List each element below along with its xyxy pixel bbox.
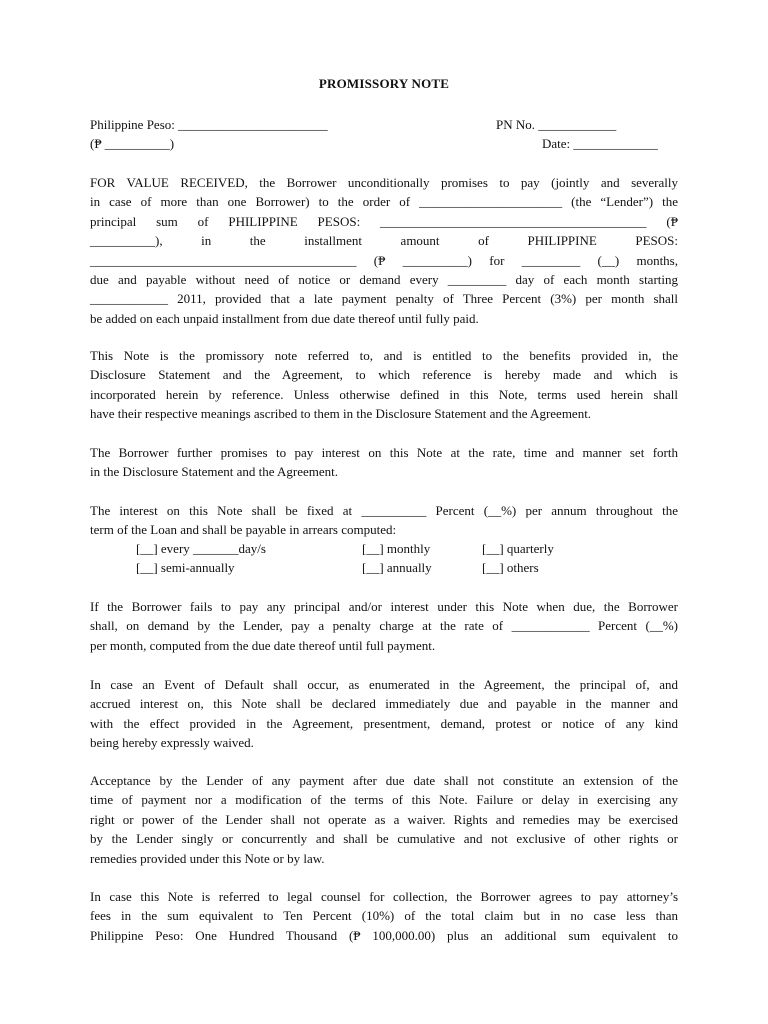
text-line: FOR VALUE RECEIVED, the Borrower unconditionally promises to pay (jointly and severally [90,175,678,190]
option-monthly[interactable]: [__] monthly [362,541,431,556]
text-line: right or power of the Lender shall not operate as a waiver. Rights and remedies may be exercised [90,811,678,827]
header-row-1 [90,116,678,134]
paragraph-penalty [90,597,678,655]
option-annually[interactable]: [__] annually [362,560,432,575]
text-line: ____________ 2011, provided that a late payment penalty of Three Percent (3%) per month shall [90,291,678,307]
options-row-2 [136,558,656,577]
text-line: in the Disclosure Statement and the Agreement. [90,464,339,480]
text-line: __________), in the installment amount of PHILIPPINE PESOS: [90,233,678,249]
paragraph-default [90,675,678,753]
text-line: remedies provided under this Note or by law. [90,850,325,866]
text-line: per month, computed from the due date thereof until full payment. [90,637,436,653]
text-line: If the Borrower fails to pay any principal and/or interest under this Note when due, the Borrower [90,599,678,614]
text-line: The Borrower further promises to pay interest on this Note at the rate, time and manner set forth [90,445,678,460]
options-row-1 [136,539,656,558]
paragraph-interest-promise [90,443,678,482]
paragraph-disclosure [90,346,678,424]
text-line: be added on each unpaid installment from due date thereof until fully paid. [90,310,479,326]
peso-amount-field: Philippine Peso: _______________________ [90,117,328,132]
text-line: Acceptance by the Lender of any payment after due date shall not constitute an extension of the [90,773,678,788]
text-line: _________________________________________ (₱ __________) for _________ (__) months, [90,252,678,268]
text-line: time of payment nor a modification of the terms of this Note. Failure or delay in exercising any [90,792,678,808]
option-others[interactable]: [__] others [482,560,539,575]
option-quarterly[interactable]: [__] quarterly [482,541,554,556]
paragraph-value-received [90,173,678,328]
option-semi-annually[interactable]: [__] semi-annually [136,560,235,575]
text-line: principal sum of PHILIPPINE PESOS: _________________________________________ (₱ [90,213,678,229]
text-line: Philippine Peso: One Hundred Thousand (₱ 100,000.00) plus an additional sum equivalent to [90,927,678,943]
text-line: due and payable without need of notice or demand every _________ day of each month starting [90,272,678,288]
paragraph-interest-rate [90,501,678,540]
text-line: In case an Event of Default shall occur, as enumerated in the Agreement, the principal of, and [90,677,678,692]
text-line: have their respective meanings ascribed to them in the Disclosure Statement and the Agreement. [90,406,592,422]
text-line: Disclosure Statement and the Agreement, to which reference is hereby made and which is [90,367,678,383]
document-page [90,0,678,1024]
paragraph-acceptance [90,771,678,868]
text-line: fees in the sum equivalent to Ten Percent (10%) of the total claim but in no case less than [90,908,678,924]
peso-symbol-field: (₱ __________) [90,136,175,151]
text-line: incorporated herein by reference. Unless otherwise defined in this Note, terms used herein shall [90,386,678,402]
pn-number-field: PN No. ____________ [496,117,617,132]
text-line: In case this Note is referred to legal counsel for collection, the Borrower agrees to pay attorney’s [90,889,678,904]
header-row-2 [90,135,678,153]
document-title: PROMISSORY NOTE [318,76,450,91]
option-every[interactable]: [__] every _______day/s [136,541,266,556]
text-line: in case of more than one Borrower) to the order of ______________________ (the “Lender”) the [90,194,678,210]
text-line: term of the Loan and shall be payable in arrears computed: [90,522,397,538]
date-field: Date: _____________ [542,136,658,151]
text-line: by the Lender singly or concurrently and shall be cumulative and not exclusive of other rights or [90,831,678,847]
paragraph-legal-counsel [90,887,678,945]
text-line: shall, on demand by the Lender, pay a penalty charge at the rate of ____________ Percent (__%) [90,618,678,634]
text-line: accrued interest on, this Note shall be declared immediately due and payable in the manner and [90,696,678,712]
text-line: being hereby expressly waived. [90,735,254,751]
text-line: This Note is the promissory note referred to, and is entitled to the benefits provided in, the [90,348,678,363]
text-line: with the effect provided in the Agreement, presentment, demand, protest or notice of any kind [90,715,678,731]
text-line: The interest on this Note shall be fixed at __________ Percent (__%) per annum throughout the [90,503,678,518]
